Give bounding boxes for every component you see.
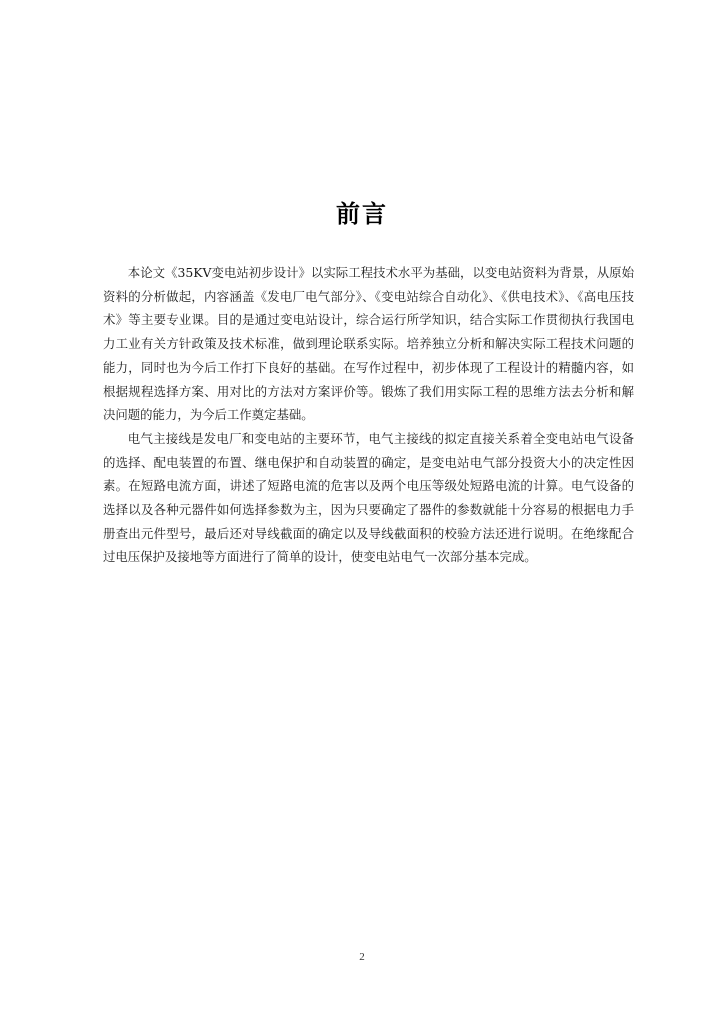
body-text: [103, 261, 634, 569]
paragraph-main-wiring: 电气主接线是发电厂和变电站的主要环节，电气主接线的拟定直接关系着全变电站电气设备的选择、配电装置的布置、继电保护和自动装置的确定，是变电站电气部分投资大小的决定性因素。在短路电流方面，讲述了短路电流的危害以及两个电压等级处短路电流的计算。电气设备的选择以及各种元器件如何选择参数为主，因为只要确定了器件的参数就能十分容易的根据电力手册查出元件型号，最后还对导线截面的确定以及导线截面积的校验方法还进行说明。在绝缘配合过电压保护及接地等方面进行了简单的设计，使变电站电气一次部分基本完成。: [103, 430, 634, 565]
page-number: 2: [359, 951, 365, 963]
paragraph-intro: 本论文《35KV变电站初步设计》以实际工程技术水平为基础，以变电站资料为背景，从原始资料的分析做起，内容涵盖《发电厂电气部分》、《变电站综合自动化》、《供电技术》、《高电压技术》等主要专业课。目的是通过变电站设计，综合运行所学知识，结合实际工作贯彻执行我国电力工业有关方针政策及技术标准，做到理论联系实际。培养独立分析和解决实际工程技术问题的能力，同时也为今后工作打下良好的基础。在写作过程中，初步体现了工程设计的精髓内容，如根据规程选择方案、用对比的方法对方案评价等。锻炼了我们用实际工程的思维方法去分析和解决问题的能力，为今后工作奠定基础。: [103, 265, 634, 423]
page-title: 前言: [336, 200, 388, 228]
